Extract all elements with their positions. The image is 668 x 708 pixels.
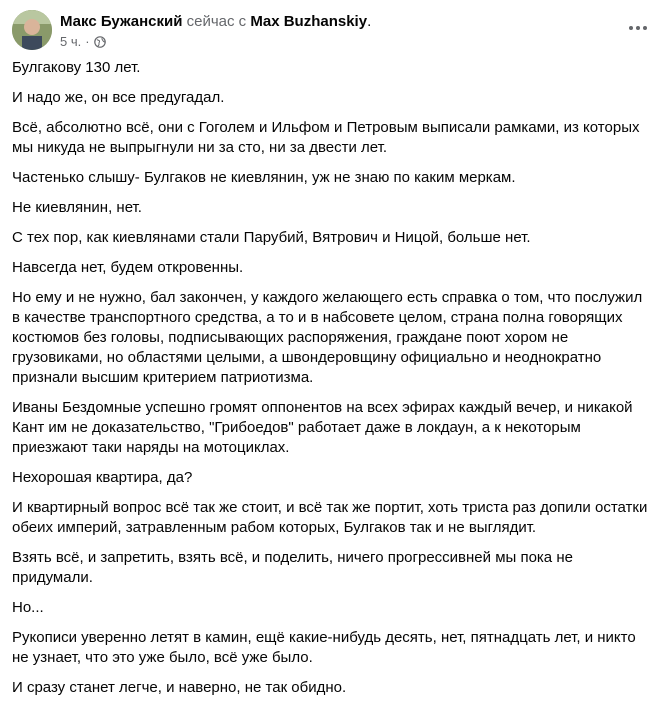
meta-separator: · [85, 34, 90, 49]
author-line [60, 12, 371, 32]
post-paragraph: Но ему и не нужно, бал закончен, у каждого желающего есть справка о том, что послужил в качестве транспортного средства, а то и в набсовете целом, страна полна говорящих костюмов без головы, подписывающих распоряжения, граждане поют хором не грузовиками, но областями целыми, а швондеровщину официально и неоднократно признали высшим критерием патриотизма. [12, 289, 643, 386]
post-paragraph: С тех пор, как киевлянами стали Парубий, Вятрович и Ницой, больше нет. [12, 229, 531, 246]
post-body [12, 58, 652, 708]
with-author-name[interactable]: Max Buzhanskiy [250, 13, 368, 30]
globe-icon[interactable] [94, 36, 106, 48]
post-paragraph: Но... [12, 599, 44, 616]
author-name[interactable]: Макс Бужанский [60, 13, 183, 30]
with-suffix: . [367, 13, 372, 30]
post-paragraph: И надо же, он все предугадал. [12, 89, 225, 106]
post-timestamp[interactable]: 5 ч. [60, 34, 82, 49]
post-paragraph: Всё, абсолютно всё, они с Гоголем и Ильфом и Петровым выписали рамками, из которых мы никуда не выпрыгнули ни за сто, ни за двести лет. [12, 119, 640, 156]
with-text: сейчас с [186, 13, 247, 30]
post-paragraph: Не киевлянин, нет. [12, 199, 142, 216]
avatar[interactable] [12, 10, 52, 50]
post-paragraph: Навсегда нет, будем откровенны. [12, 259, 244, 276]
post-paragraph: Иваны Бездомные успешно громят оппонентов на всех эфирах каждый вечер, и никакой Кант им не доказательство, "Грибоедов" работает даже в локдаун, а к некоторым приезжают таки наряды на мотоциклах. [12, 399, 633, 456]
post-paragraph: И квартирный вопрос всё так же стоит, и всё так же портит, хоть триста раз допили остатки обеих империй, затравленным рабом которых, Булгаков так и не выглядит. [12, 499, 648, 536]
post-paragraph: Частенько слышу- Булгаков не киевлянин, уж не знаю по каким меркам. [12, 169, 516, 186]
post-paragraph: Булгакову 130 лет. [12, 59, 141, 76]
post-paragraph: Рукописи уверенно летят в камин, ещё какие-нибудь десять, нет, пятнадцать лет, и никто не узнает, что это уже было, всё уже было. [12, 629, 636, 666]
post-paragraph: Нехорошая квартира, да? [12, 469, 193, 486]
post-meta [60, 34, 106, 50]
more-options-icon [628, 25, 648, 31]
more-options-button[interactable] [622, 18, 654, 38]
post-paragraph: Взять всё, и запретить, взять всё, и поделить, ничего прогрессивней мы пока не придумали. [12, 549, 573, 586]
post-paragraph: И сразу станет легче, и наверно, не так обидно. [12, 679, 347, 696]
post-header [12, 10, 656, 56]
